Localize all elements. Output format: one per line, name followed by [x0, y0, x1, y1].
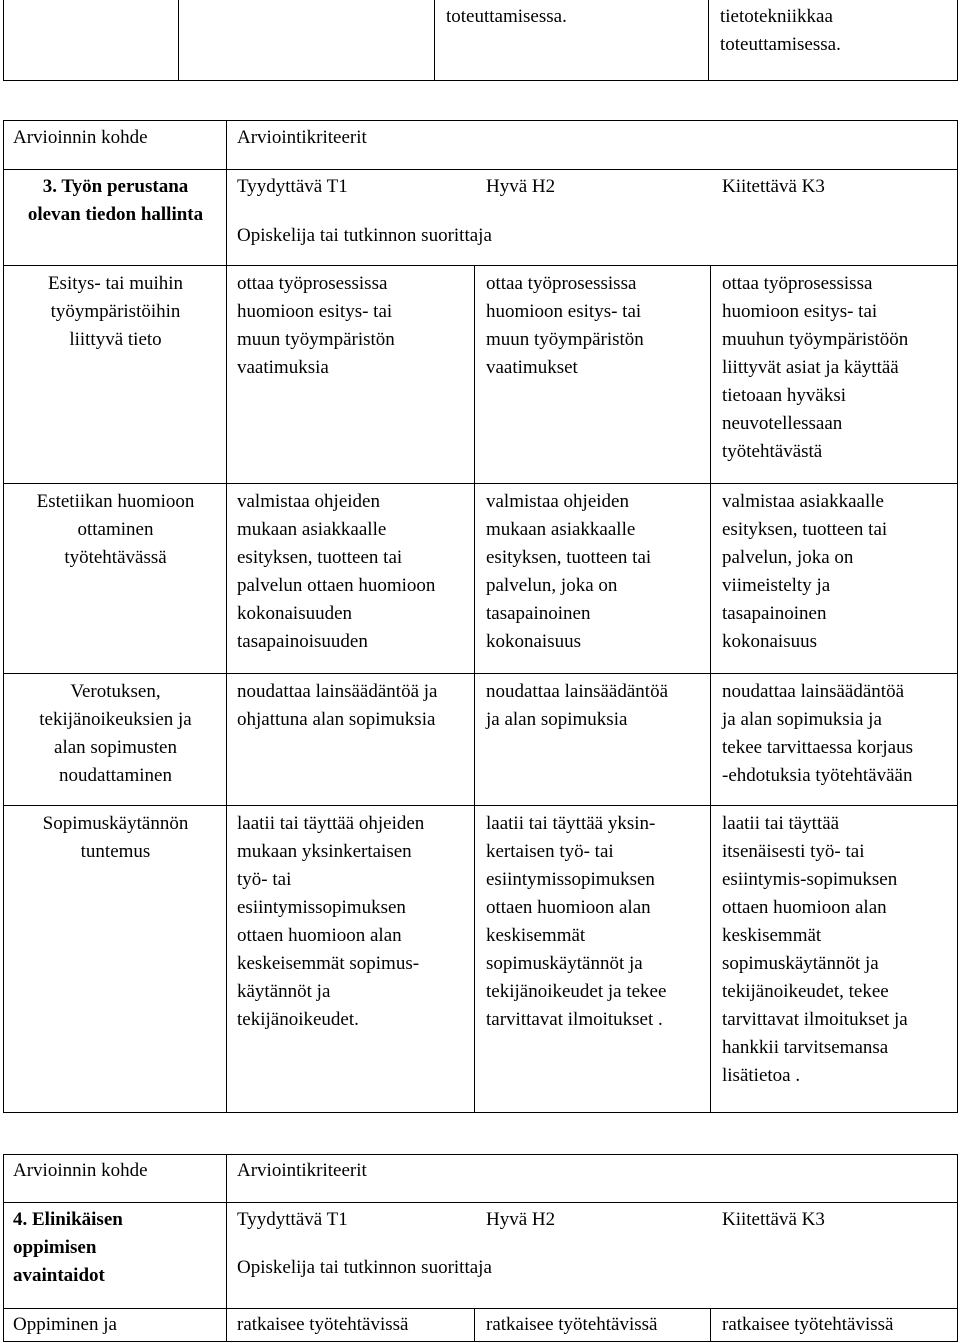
section4-criteria-header: Arviointikriteerit — [237, 1160, 367, 1181]
section4-subject: Opiskelija tai tutkinnon suorittaja — [237, 1257, 492, 1278]
section3-criteria-header: Arviointikriteerit — [237, 127, 367, 148]
section4-level-k3: Kiitettävä K3 — [722, 1209, 825, 1230]
row2-h2: valmistaa ohjeiden mukaan asiakkaalle esityksen, tuotteen tai palvelun, joka on tasapainoinen kokonaisuus — [486, 491, 652, 652]
section3-level-k3: Kiitettävä K3 — [722, 176, 825, 197]
section4-row-target: Oppiminen ja — [13, 1314, 117, 1335]
section4-row-k3: ratkaisee työtehtävissä — [722, 1314, 894, 1335]
row1-target: Esitys- tai muihin työympäristöihin liittyvä tieto — [47, 273, 184, 350]
section4-label-header: Arvioinnin kohde — [13, 1160, 148, 1181]
row4-k3: laatii tai täyttää itsenäisesti työ- tai esiintymis-sopimuksen ottaen huomioon alan keskisemmät sopimuskäytännöt ja tekijänoikeudet, tekee tarvittavat ilmoitukset ja hankkii tarvitsemansa lisätietoa . — [722, 813, 908, 1086]
row3-h2: noudattaa lainsäädäntöä ja alan sopimuksia — [486, 681, 669, 730]
row1-t1: ottaa työprosessissa huomioon esitys- tai muun työympäristön vaatimuksia — [237, 273, 395, 378]
row1-h2: ottaa työprosessissa huomioon esitys- tai muun työympäristön vaatimukset — [486, 273, 644, 378]
section4-row-t1: ratkaisee työtehtävissä — [237, 1314, 409, 1335]
section4-level-t1: Tyydyttävä T1 — [237, 1209, 348, 1230]
row1-k3: ottaa työprosessissa huomioon esitys- tai muuhun työympäristöön liittyvät asiat ja käyttää tietoaan hyväksi neuvotellessaan työtehtävästä — [722, 273, 909, 462]
top-cell-1: toteuttamisessa. — [446, 6, 567, 27]
section4-level-h2: Hyvä H2 — [486, 1209, 556, 1230]
section3-label-header: Arvioinnin kohde — [13, 127, 148, 148]
row4-t1: laatii tai täyttää ohjeiden mukaan yksinkertaisen työ- tai esiintymissopimuksen ottaen huomioon alan keskeisemmät sopimus- käytännöt ja tekijänoikeudet. — [237, 813, 425, 1030]
section3-level-t1: Tyydyttävä T1 — [237, 176, 348, 197]
section3-title: 3. Työn perustana olevan tiedon hallinta — [27, 176, 204, 225]
section3-level-h2: Hyvä H2 — [486, 176, 556, 197]
row4-h2: laatii tai täyttää yksin- kertaisen työ- tai esiintymissopimuksen ottaen huomioon alan keskisemmät sopimuskäytännöt ja tekijänoikeudet ja tekee tarvittavat ilmoitukset . — [486, 813, 667, 1030]
row2-k3: valmistaa asiakkaalle esityksen, tuotteen tai palvelun, joka on viimeistelty ja tasapainoinen kokonaisuus — [722, 491, 888, 652]
row3-t1: noudattaa lainsäädäntöä ja ohjattuna alan sopimuksia — [237, 681, 438, 730]
top-cell-2: tietotekniikkaa toteuttamisessa. — [720, 6, 841, 55]
row2-target: Estetiikan huomioon ottaminen työtehtävässä — [36, 491, 195, 568]
section4-row-h2: ratkaisee työtehtävissä — [486, 1314, 658, 1335]
section4-title: 4. Elinikäisen oppimisen avaintaidot — [13, 1209, 123, 1286]
section3-subject: Opiskelija tai tutkinnon suorittaja — [237, 225, 492, 246]
row2-t1: valmistaa ohjeiden mukaan asiakkaalle esityksen, tuotteen tai palvelun ottaen huomioon kokonaisuuden tasapainoisuuden — [237, 491, 436, 652]
row4-target: Sopimuskäytännön tuntemus — [42, 813, 189, 862]
row3-k3: noudattaa lainsäädäntöä ja alan sopimuksia ja tekee tarvittaessa korjaus -ehdotuksia työtehtävään — [722, 681, 913, 786]
row3-target: Verotuksen, tekijänoikeuksien ja alan sopimusten noudattaminen — [39, 681, 192, 786]
